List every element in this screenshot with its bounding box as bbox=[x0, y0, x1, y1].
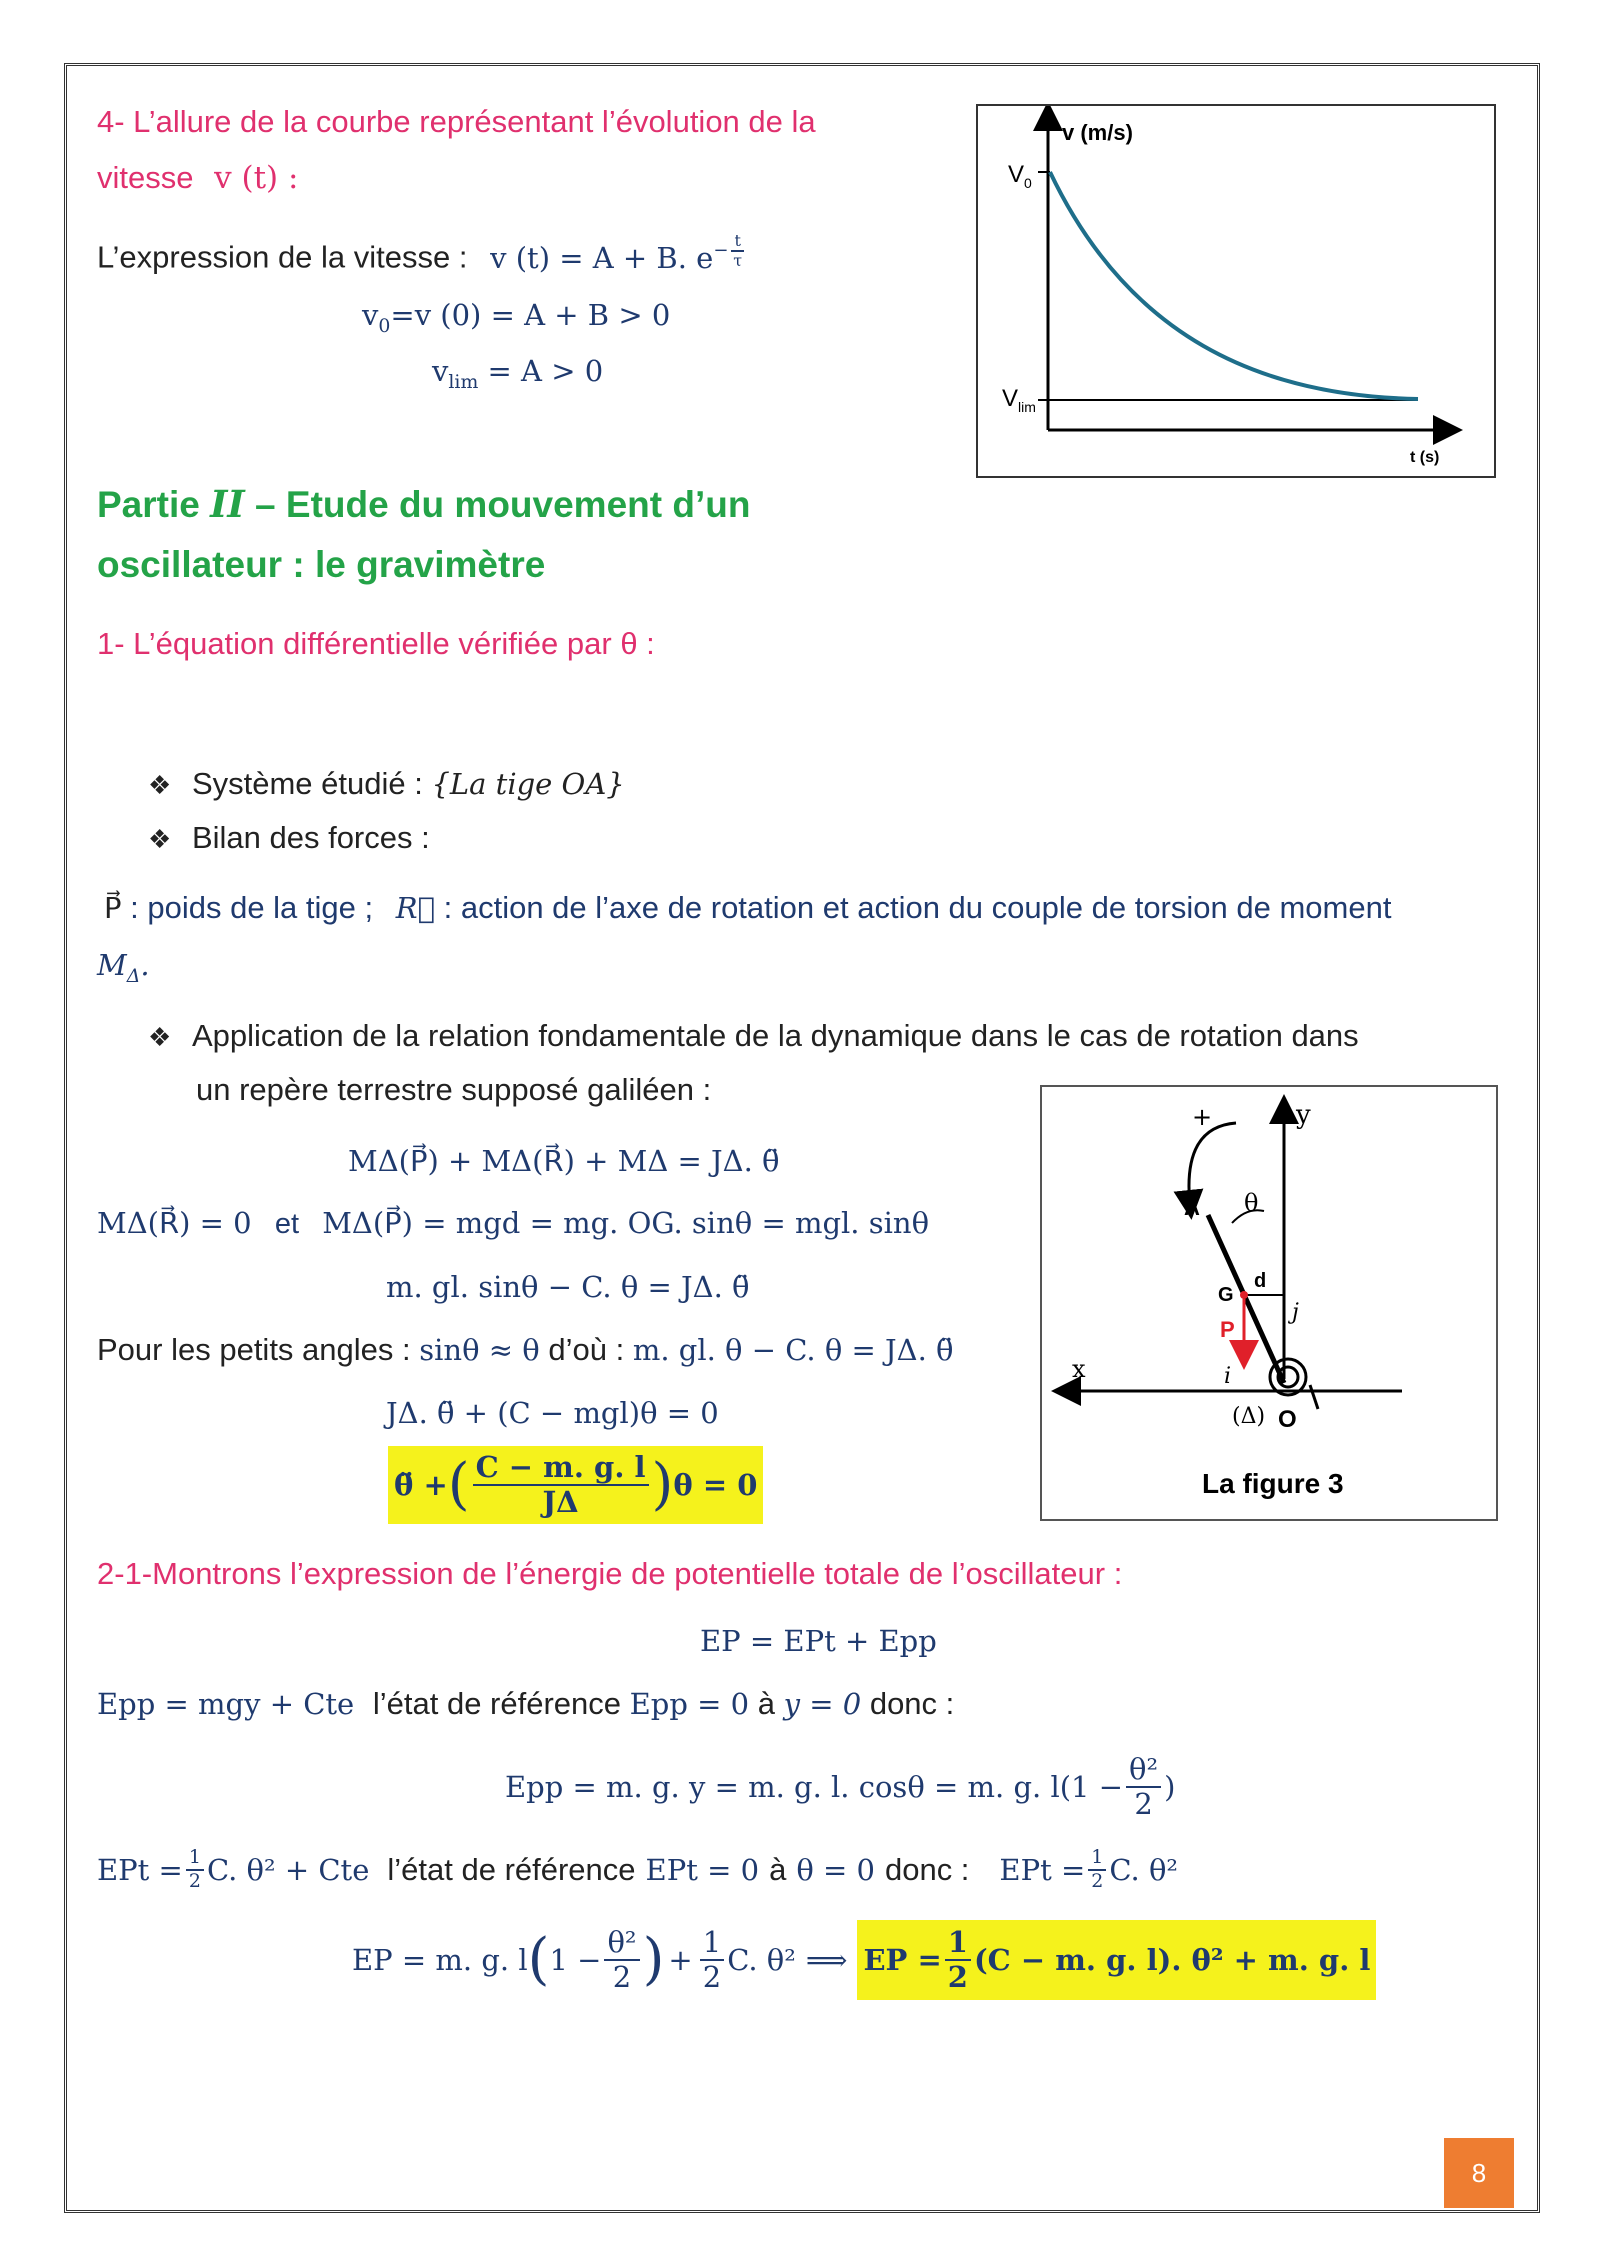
bullet-icon: ❖ bbox=[148, 824, 172, 854]
bullet-forces: ❖ Bilan des forces : bbox=[148, 820, 430, 855]
equation-dynamics: m. gl. sinθ − C. θ = JΔ. θ̈ bbox=[386, 1270, 750, 1304]
svg-text:O: O bbox=[1278, 1406, 1297, 1433]
svg-text:x: x bbox=[1072, 1355, 1086, 1383]
svg-text:P: P bbox=[1220, 1317, 1235, 1342]
section4-title-line1: 4- L’allure de la courbe représentant l’évolution de la bbox=[97, 104, 816, 139]
section4-title-line2: vitesse v (t) : bbox=[97, 160, 299, 196]
graph-xlabel: t (s) bbox=[1410, 449, 1440, 466]
bullet-icon: ❖ bbox=[148, 770, 172, 800]
ep-final-derivation: EP = m. g. l ( 1 − $\frac{\text{θ²}}{2}$ ) + $\frac{1}{2}$ C. θ² ⟹ EP = $\frac{1}{2}$ (C − m. g. l). θ² + m. g. l bbox=[352, 1920, 1376, 2000]
differential-equation-highlight: θ̈ + ( $\frac{C - m. g. l}{J\Delta}$ ) θ = 0 bbox=[388, 1446, 763, 1524]
velocity-curve-svg bbox=[978, 106, 1494, 476]
q21-title: 2-1-Montrons l’expression de l’énergie de potentielle totale de l’oscillateur : bbox=[97, 1556, 1123, 1591]
center-of-mass-G bbox=[1240, 1291, 1248, 1299]
v0-equation: $v_0=v$ (0) = A + B > 0 bbox=[362, 298, 671, 337]
bullet-system: ❖ Système étudié : {La tige OA} bbox=[148, 766, 625, 801]
graph-ylabel: v (m/s) bbox=[1062, 120, 1133, 145]
ep-sum: EP = EPt + Epp bbox=[700, 1624, 937, 1658]
part2-heading-line2: oscillateur : le gravimètre bbox=[97, 544, 546, 585]
page-number: 8 bbox=[1444, 2138, 1514, 2208]
svg-text:A: A bbox=[1184, 1195, 1200, 1220]
graph-v0: $V_0$ bbox=[1008, 161, 1032, 191]
equation-moment-values: MΔ(R⃗) = 0 et MΔ(P⃗) = mgd = mg. OG. sinθ = mgl. sinθ bbox=[97, 1206, 930, 1240]
figure3-svg bbox=[1042, 1087, 1496, 1519]
velocity-curve bbox=[1050, 172, 1418, 399]
svg-text:d: d bbox=[1254, 1270, 1267, 1292]
svg-text:i: i bbox=[1224, 1364, 1232, 1389]
figure3 bbox=[1040, 1085, 1498, 1521]
forces-description: P⃗ : poids de la tige ; R⃗ : action de l’axe de rotation et action du couple de torsion de moment bbox=[104, 890, 1392, 925]
graph-vlim: $V_{lim}$ bbox=[1002, 385, 1036, 415]
epp-definition: Epp = mgy + Cte l’état de référence Epp = 0 à y = 0 donc : bbox=[97, 1686, 955, 1721]
ept-definition: EPt = $\frac{1}{2}$ C. θ² + Cte l’état de référence EPt = 0 à θ = 0 donc : EPt = $\frac{1}{2}$ C. θ² bbox=[97, 1846, 1179, 1892]
rotation-sense-arrow bbox=[1189, 1123, 1236, 1205]
figure3-caption: La figure 3 bbox=[1202, 1468, 1344, 1499]
svg-text:j: j bbox=[1292, 1300, 1299, 1325]
svg-text:+: + bbox=[1192, 1103, 1213, 1131]
bullet-icon: ❖ bbox=[148, 1022, 172, 1052]
moment-symbol: $M_\Delta$. bbox=[97, 948, 150, 987]
part2-heading-line1: Partie II – Etude du mouvement d’un bbox=[97, 482, 751, 526]
svg-text:(Δ): (Δ) bbox=[1232, 1404, 1266, 1429]
equation-moments: MΔ(P⃗) + MΔ(R⃗) + MΔ = JΔ. θ̈ bbox=[348, 1144, 780, 1178]
svg-text:y: y bbox=[1296, 1100, 1311, 1130]
q1-title: 1- L’équation différentielle vérifiée par θ : bbox=[97, 626, 655, 661]
bullet-pfd: ❖ Application de la relation fondamentale de la dynamique dans le cas de rotation dans bbox=[148, 1018, 1359, 1053]
svg-text:θ: θ bbox=[1244, 1189, 1259, 1217]
epp-expression: Epp = m. g. y = m. g. l. cosθ = m. g. l(1 − $\frac{\text{θ²}}{2}$ ) bbox=[505, 1751, 1176, 1821]
vlim-equation: $v_{lim} = A > 0$ bbox=[432, 354, 604, 393]
small-angles-line: Pour les petits angles : sinθ ≈ θ d’où : m. gl. θ − C. θ = JΔ. θ̈ bbox=[97, 1332, 954, 1367]
velocity-graph bbox=[976, 104, 1496, 478]
ep-result-highlight: EP = $\frac{1}{2}$ (C − m. g. l). θ² + m. g. l bbox=[857, 1920, 1376, 2000]
svg-text:G: G bbox=[1218, 1284, 1234, 1306]
velocity-expression: L’expression de la vitesse : v (t) = A + B. $e^{- \frac{t}{\tau}}$ bbox=[97, 231, 743, 275]
equation-linearized: JΔ. θ̈ + (C − mgl)θ = 0 bbox=[386, 1396, 719, 1430]
bullet-pfd-line2: un repère terrestre supposé galiléen : bbox=[196, 1072, 712, 1107]
